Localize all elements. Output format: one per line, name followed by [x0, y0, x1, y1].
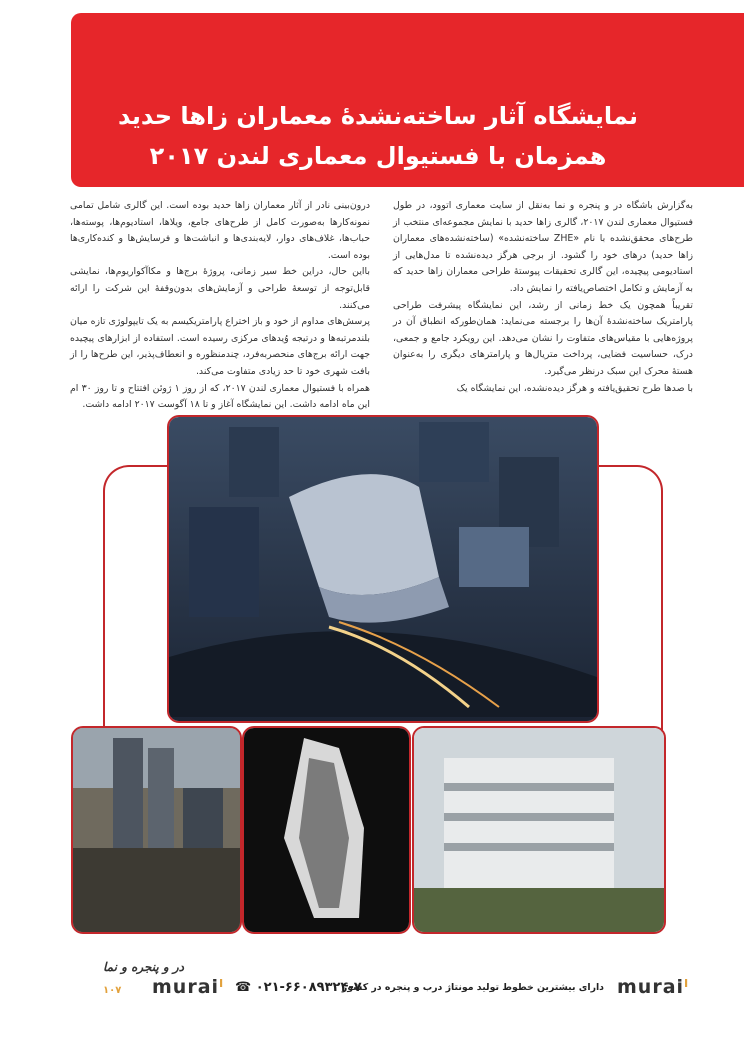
paragraph: به‌گزارش باشگاه در و پنجره و نما به‌نقل از سایت معماری اتوود، در طول فستیوال معماری لندن ۲۰۱۷، گالری زاها حدید با نمایش مجموعه‌ای منتخب از طرح‌های محقق‌نشده با نام «ZHE ساخته‌نشده» (ساخته‌نشده‌های معماران زاها حدید) درهای خود را گشود. از برجی هرگز دیده‌نشده تا مدل‌هایی از استادیومی پیچیده، این گالری تحقیقات پیوستهٔ طراحی معماران زاها حدید که به آزمایش و تکامل اختصاص‌یافته را نمایش داد. [393, 200, 694, 294]
publication-name: در و پنجره و نما [103, 960, 184, 974]
article-column-right [393, 198, 693, 397]
telephone-icon: ☎ [235, 980, 252, 995]
brand-mark: ˡ [684, 976, 690, 998]
paragraph: با صدها طرح تحقیق‌یافته و هرگز دیده‌نشده، این نمایشگاه یک [456, 382, 693, 394]
paragraph: تقریباً همچون یک خط زمانی از رشد، این نمایشگاه پیشرفت طراحی پارامتریک ساخته‌نشدهٔ آن‌ها را برجسته می‌نماید: همان‌طورکه انطباق آن در پروژه‌هایی با مقیاس‌های متفاوت را نشان می‌دهد. این رویکرد جامع و جمعی، درک، حساسیت فضایی، پرداخت متریال‌ها و پارامترهای دیگری را به‌عنوان هستهٔ محرک این سبک درنظر می‌گیرد. [393, 299, 693, 377]
paragraph: درون‌بینی نادر از آثار معماران زاها حدید بوده است. این گالری شامل تمامی نمونه‌کارها به‌صورت کامل از طرح‌های جامع، ویلاها، استادیوم‌ها، پوسته‌ها، حباب‌ها، غلاف‌های دوار، لایه‌بندی‌ها و انباشت‌ها و فرسایش‌ها و کنده‌کاری‌ها بوده است. [70, 200, 370, 261]
brand-mark: ˡ [219, 976, 225, 998]
paragraph: بااین حال، دراین خط سیر زمانی، پروژهٔ برج‌ها و مکاآکواریوم‌ها، نمایشی قابل‌توجه از توسعهٔ طراحی و آزمایش‌های بدون‌وقفهٔ این شرکت را ارائه می‌کنند. [70, 266, 370, 311]
main-photo-aerial-building [167, 415, 599, 723]
brand-logo-right [617, 976, 689, 998]
photo-twisted-tower-model [242, 726, 411, 934]
footer-phone [235, 980, 362, 995]
photo-tower-skyline [71, 726, 242, 934]
paragraph: پرسش‌های مداوم از خود و باز اختراع پارامتریکیسم به یک تایپولوژی تازه میان بلندمرتبه‌ها و درتیجه وُیدهای مرکزی رسیده است. استفاده از ابزارهای پیچیده جهت ارائه برج‌های منحصربه‌فرد، چندمنظوره و انعطاف‌پذیر، این طرح‌ها را از بافت شهری خود تا حد زیادی متفاوت می‌کند. [70, 316, 370, 377]
paragraph: همراه با فستیوال معماری لندن ۲۰۱۷، که از روز ۱ ژوئن افتتاح و تا روز ۳۰ ام این ماه ادامه داشت. این نمایشگاه آغاز و تا ۱۸ آگوست ۲۰۱۷ ادامه داشت. [70, 382, 370, 411]
article-title: نمایشگاه آثار ساخته‌نشدهٔ معماران زاها حدید همزمان با فستیوال معماری لندن ۲۰۱۷ [117, 102, 639, 170]
article-column-left [70, 198, 370, 414]
brand-text: murai [617, 976, 685, 998]
photo-residential-building [412, 726, 666, 934]
phone-number: ۰۲۱-۶۶۰۸۹۳۲۴-۷ [255, 980, 362, 995]
brand-logo-left [152, 976, 224, 998]
page-number: ۱۰۷ [103, 985, 122, 996]
footer-tagline: دارای بیشترین خطوط تولید مونتاژ درب و پنجره در کشور [341, 982, 604, 993]
brand-text: murai [152, 976, 220, 998]
